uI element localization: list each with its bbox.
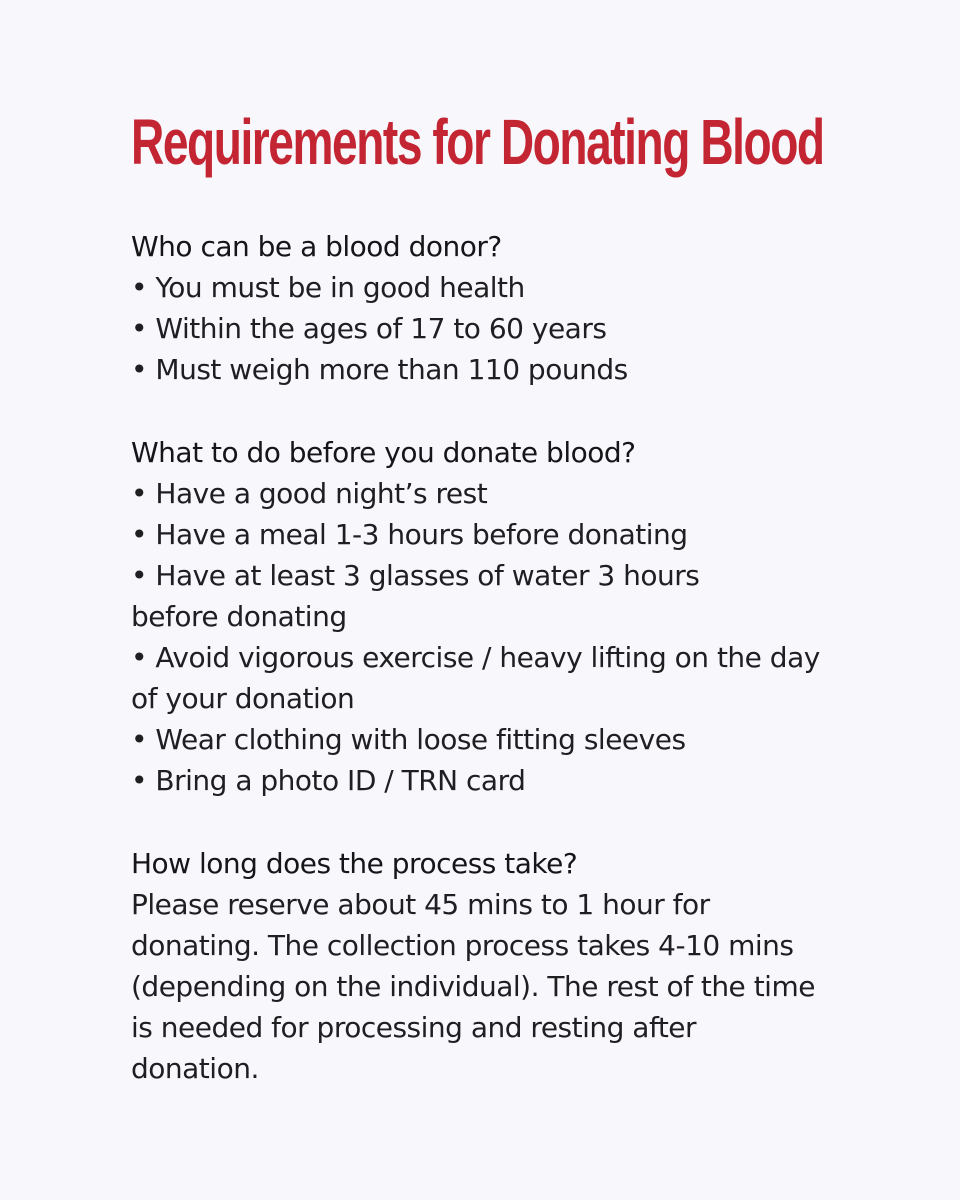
list-item: • Must weigh more than 110 pounds <box>131 353 628 386</box>
section-before-donating <box>131 432 921 801</box>
list-item: • Have a meal 1-3 hours before donating <box>131 518 688 551</box>
list-item: • Within the ages of 17 to 60 years <box>131 312 607 345</box>
list-item: • Avoid vigorous exercise / heavy lifting on the day of your donation <box>131 641 820 715</box>
list-item: • Bring a photo ID / TRN card <box>131 764 526 797</box>
section-process-duration <box>131 843 921 1089</box>
document-page <box>131 96 921 1089</box>
section-heading: Who can be a blood donor? <box>131 230 502 263</box>
list-item: • You must be in good health <box>131 271 525 304</box>
section-heading: What to do before you donate blood? <box>131 436 636 469</box>
list-item: • Have a good night’s rest <box>131 477 488 510</box>
page-title: Requirements for Donating Blood <box>131 106 824 178</box>
list-item: • Wear clothing with loose fitting sleeves <box>131 723 686 756</box>
paragraph: Please reserve about 45 mins to 1 hour for donating. The collection process takes 4-10 mins (depending on the individual). The rest of the time is needed for processing and resting after donation. <box>131 888 815 1085</box>
section-who-can-donate <box>131 226 921 390</box>
list-item: • Have at least 3 glasses of water 3 hours before donating <box>131 559 700 633</box>
section-heading: How long does the process take? <box>131 847 578 880</box>
